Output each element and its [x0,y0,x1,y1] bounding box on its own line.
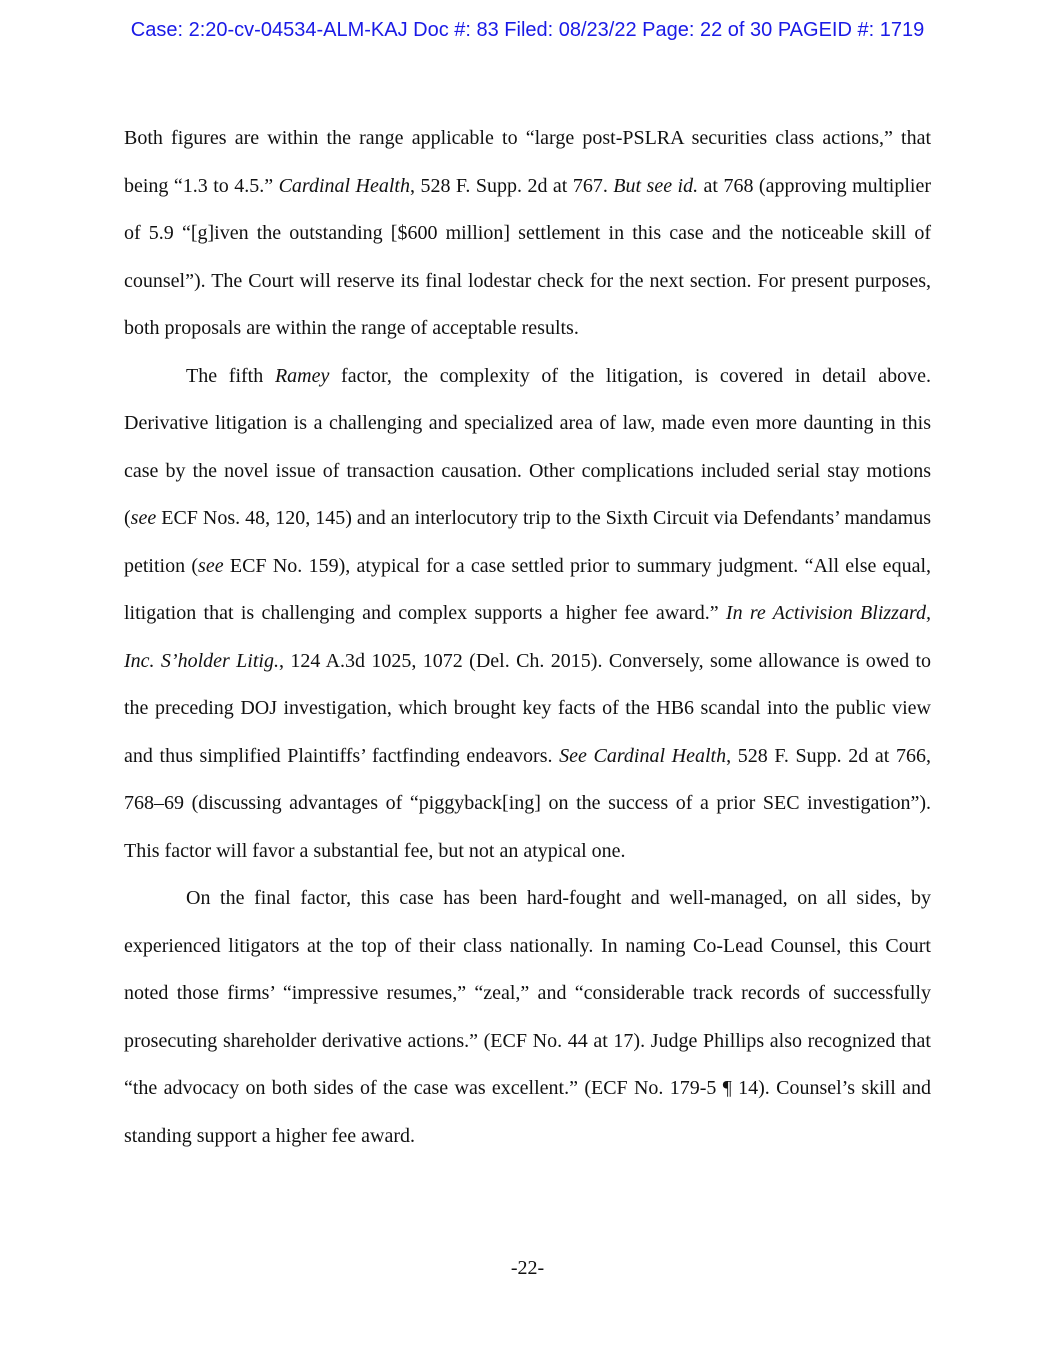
paragraph-lodestar-range [124,115,931,353]
text-span: , 528 F. Supp. 2d at 767. [409,174,614,197]
signal-citation: see [130,507,157,529]
text-span: at 768 (approving multiplier of 5.9 “[g]iven the outstanding [$600 million] settlement in this case and the noticeable skill of counsel”). The Court will reserve its final lodestar check for the next section. For present purposes, both proposals are within the range of acceptable results. [124,174,931,339]
case-citation: In re Activision Blizzard, Inc. S’holder Litig. [124,602,931,672]
text-span: , 124 A.3d 1025, 1072 (Del. Ch. 2015). Conversely, some allowance is owed to the preceding DOJ investigation, which brought key facts of the HB6 scandal into the public view and thus simplified Plaintiffs’ factfinding endeavors. [124,649,932,767]
case-citation: Cardinal Health [278,174,410,197]
signal-citation: But see id. [613,174,699,197]
case-header: Case: 2:20-cv-04534-ALM-KAJ Doc #: 83 Filed: 08/23/22 Page: 22 of 30 PAGEID #: 1719 [130,19,925,41]
text-span: , 528 F. Supp. 2d at 766, 768–69 (discussing advantages of “piggyback[ing] on the success of a prior SEC investigation”). This factor will favor a substantial fee, but not an atypical one. [124,744,932,862]
case-citation: See Cardinal Health [559,744,727,767]
text-span: factor, the complexity of the litigation, is covered in detail above. Derivative litigation is a challenging and specialized area of law, made even more daunting in this case by the novel issue of transaction causation. Other complications included serial stay motions ( [124,364,932,529]
text-span: On the final factor, this case has been hard-fought and well-managed, on all sides, by experienced litigators at the top of their class nationally. In naming Co-Lead Counsel, this Court noted those firms’ “impressive resumes,” “zeal,” and “considerable track records of successfully prosecuting shareholder derivative actions.” (ECF No. 44 at 17). Judge Phillips also recognized that “the advocacy on both sides of the case was excellent.” (ECF No. 179-5 ¶ 14). Counsel’s skill and standing support a higher fee award. [124,887,931,1147]
text-span: Both figures are within the range applicable to “large post-PSLRA securities class actions,” that being “1.3 to 4.5.” [124,127,931,197]
paragraph-final-factor [124,875,931,1160]
text-span: ECF No. 159), atypical for a case settled prior to summary judgment. “All else equal, litigation that is challenging and complex supports a higher fee award.” [124,554,931,624]
page-number: -22- [510,1257,545,1279]
case-name: Ramey [274,364,330,387]
text-span: ECF Nos. 48, 120, 145) and an interlocutory trip to the Sixth Circuit via Defendants’ mandamus petition ( [124,507,931,577]
text-span: The fifth [186,364,275,387]
document-body [124,115,931,1160]
paragraph-complexity-factor [124,353,931,876]
signal-citation: see [198,554,224,577]
